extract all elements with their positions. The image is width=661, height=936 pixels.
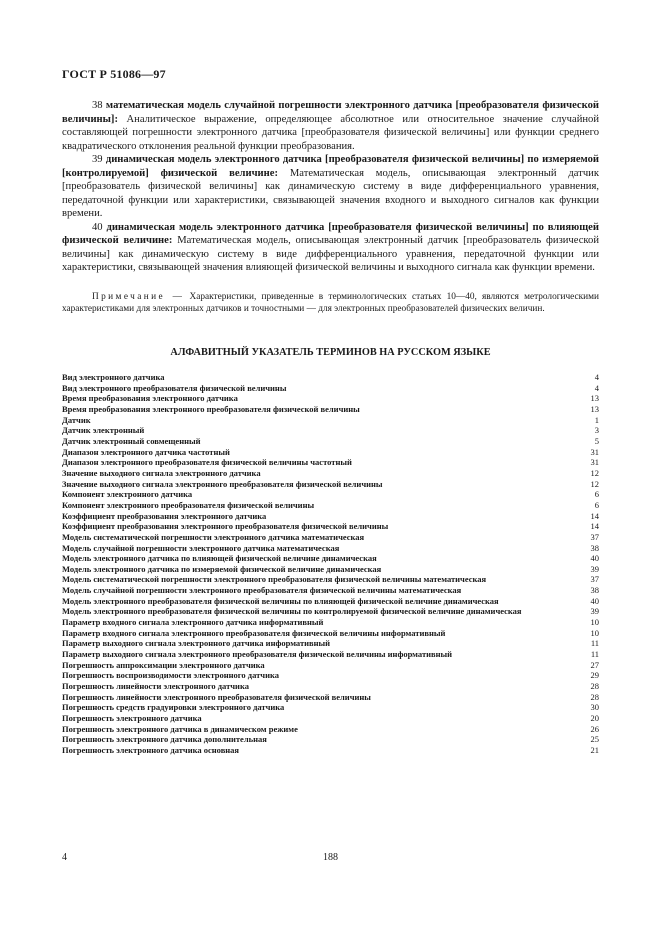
index-entry <box>62 532 599 543</box>
index-entry <box>62 425 599 436</box>
index-term-number: 31 <box>590 446 599 457</box>
index-term-number: 6 <box>594 489 599 500</box>
index-term: Погрешность средств градуировки электронного датчика <box>62 702 285 713</box>
definition-38: 38 математическая модель случайной погрешности электронного датчика [преобразователя физической величины]: Аналитическое выражение, определяющее абсолютное или относительное значение случайной составляющей погрешности электронного датчика [преобразователя физической величины] или функции среднего квадратического отклонения реальной функции преобразования. <box>62 100 600 152</box>
index-entry <box>62 638 599 649</box>
index-term-number: 10 <box>590 627 599 638</box>
index-term-number: 20 <box>590 713 599 723</box>
index-term-number: 26 <box>590 723 599 734</box>
index-entry <box>62 702 599 713</box>
index-entry <box>62 436 599 447</box>
index-term-number: 37 <box>590 574 599 585</box>
index-entry <box>62 457 599 468</box>
definition-term: математическая модель случайной погрешности электронного датчика [преобразователя физической величины]: <box>62 100 599 125</box>
index-entry <box>62 393 599 404</box>
index-entry <box>62 479 599 490</box>
index-entry <box>62 574 599 585</box>
index-term: Вид электронного преобразователя физической величины <box>62 382 287 393</box>
definition-term: динамическая модель электронного датчика [преобразователя физической величины] по влияющей физической величине: <box>62 221 599 246</box>
index-entry <box>62 745 599 756</box>
index-entry <box>62 713 599 724</box>
index-term: Диапазон электронного преобразователя физической величины частотный <box>62 457 352 468</box>
index-term: Погрешность электронного датчика дополнительная <box>62 734 267 745</box>
index-term: Модель систематической погрешности электронного датчика математическая <box>62 531 365 542</box>
index-term: Модель электронного датчика по измеряемой физической величине динамическая <box>62 563 382 574</box>
index-term: Погрешность электронного датчика <box>62 713 202 723</box>
index-term: Погрешность электронного датчика в динамическом режиме <box>62 723 298 734</box>
index-term-number: 25 <box>590 734 599 745</box>
index-term-number: 4 <box>594 382 599 393</box>
index-term-number: 38 <box>590 542 599 553</box>
document-code: ГОСТ Р 51086—97 <box>62 67 166 81</box>
index-term-number: 27 <box>590 659 599 670</box>
index-term-number: 14 <box>590 510 599 521</box>
index-term-number: 21 <box>590 744 599 755</box>
index-term: Значение выходного сигнала электронного преобразователя физической величины <box>62 478 383 489</box>
index-entry <box>62 404 599 415</box>
index-entry <box>62 383 599 394</box>
index-term-number: 12 <box>590 467 599 478</box>
index-term-number: 38 <box>590 585 599 596</box>
index-entry <box>62 734 599 745</box>
index-term-number: 39 <box>590 606 599 617</box>
index-entry <box>62 511 599 522</box>
index-entry <box>62 681 599 692</box>
index-entry <box>62 617 599 628</box>
index-term-number: 37 <box>590 531 599 542</box>
index-term: Модель случайной погрешности электронного датчика математическая <box>62 542 340 553</box>
index-term-number: 4 <box>594 372 599 382</box>
definition-term: динамическая модель электронного датчика [преобразователя физической величины] по измеряемой [контролируемой] физической величине: <box>62 154 599 179</box>
index-entry <box>62 447 599 458</box>
index-entry <box>62 724 599 735</box>
index-term: Время преобразования электронного преобразователя физической величины <box>62 403 360 414</box>
index-term: Параметр входного сигнала электронного датчика информативный <box>62 617 324 628</box>
definition-39: 39 динамическая модель электронного датчика [преобразователя физической величины] по измеряемой [контролируемой] физической величине: Математическая модель, описывающая электронный датчик [преобразователь физической величины] как динамическую систему в виде дифференциального уравнения, передаточной функции или характеристики, связывающей значения входного и выходного сигналов как функции времени. <box>62 154 599 219</box>
index-term-number: 6 <box>594 499 599 510</box>
index-entry <box>62 585 599 596</box>
index-term: Параметр входного сигнала электронного преобразователя физической величины информативный <box>62 627 446 638</box>
index-term: Погрешность воспроизводимости электронного датчика <box>62 670 279 681</box>
index-term-number: 11 <box>590 649 599 660</box>
index-entry <box>62 606 599 617</box>
index-entry <box>62 564 599 575</box>
index-term-number: 3 <box>594 425 599 436</box>
index-entry <box>62 553 599 564</box>
index-term: Погрешность аппроксимации электронного датчика <box>62 659 265 670</box>
index-term-number: 12 <box>590 478 599 489</box>
note-block <box>62 291 599 315</box>
index-entry <box>62 692 599 703</box>
index-entry <box>62 628 599 639</box>
index-term-number: 28 <box>590 691 599 702</box>
index-term-number: 5 <box>594 435 599 446</box>
index-heading: АЛФАВИТНЫЙ УКАЗАТЕЛЬ ТЕРМИНОВ НА РУССКОМ ЯЗЫКЕ <box>170 347 491 358</box>
index-term: Датчик <box>62 414 91 425</box>
index-term: Модель систематической погрешности электронного преобразователя физической величины математическая <box>62 574 487 585</box>
index-term-number: 13 <box>590 393 599 404</box>
note-text: Характеристики, приведенные в терминологических статьях 10—40, являются метрологическими характеристиками для электронных датчиков и точностными — для электронных преобразователей физических величин. <box>62 292 600 314</box>
index-term: Датчик электронный совмещенный <box>62 435 201 446</box>
index-entry <box>62 670 599 681</box>
index-term: Погрешность линейности электронного датчика <box>62 681 249 692</box>
note-lead: Примечание — <box>92 292 185 302</box>
page-number-left: 4 <box>62 852 67 863</box>
index-list <box>62 372 599 756</box>
index-term-number: 40 <box>590 595 599 606</box>
index-term: Время преобразования электронного датчика <box>62 393 238 404</box>
index-term: Коэффициент преобразования электронного преобразователя физической величины <box>62 521 389 532</box>
index-term-number: 14 <box>590 521 599 532</box>
definition-text: Математическая модель, описывающая электронный датчик [преобразователь физической величины] как динамическую систему в виде дифференциального уравнения, передаточной функции или характеристики, связывающей значения входного и выходного сигналов как функции времени. <box>62 167 599 219</box>
index-term: Модель электронного преобразователя физической величины по контролируемой физической величине динамическая <box>62 606 522 617</box>
index-entry <box>62 649 599 660</box>
index-term-number: 10 <box>590 617 599 628</box>
index-term-number: 29 <box>590 670 599 681</box>
index-entry <box>62 415 599 426</box>
index-entry <box>62 468 599 479</box>
index-entry <box>62 660 599 671</box>
index-term: Погрешность электронного датчика основная <box>62 744 240 755</box>
index-entry <box>62 372 599 383</box>
index-term: Вид электронного датчика <box>62 372 165 382</box>
index-term: Компонент электронного датчика <box>62 489 193 500</box>
index-term: Коэффициент преобразования электронного датчика <box>62 510 267 521</box>
index-term-number: 1 <box>594 414 599 425</box>
index-term: Модель случайной погрешности электронного преобразователя физической величины математическая <box>62 585 462 596</box>
index-entry <box>62 543 599 554</box>
index-term-number: 13 <box>590 403 599 414</box>
definitions-block <box>62 99 599 275</box>
index-term-number: 11 <box>590 638 599 649</box>
index-entry <box>62 596 599 607</box>
index-term: Модель электронного преобразователя физической величины по влияющей физической величине динамическая <box>62 595 499 606</box>
page-number-center: 188 <box>323 852 338 863</box>
index-entry <box>62 489 599 500</box>
index-term: Компонент электронного преобразователя физической величины <box>62 499 315 510</box>
index-term-number: 40 <box>590 553 599 564</box>
index-entry <box>62 500 599 511</box>
definition-text: Аналитическое выражение, определяющее абсолютное или относительное значение случайной составляющей погрешности электронного датчика [преобразователя физической величины] или функции среднего квадратического отклонения реальной функции преобразования. <box>62 113 600 152</box>
definition-text: Математическая модель, описывающая электронный датчик [преобразователь физической величины] как динамическую систему в виде дифференциального уравнения, передаточной функции или характеристики, связывающей значения влияющей физической величины и выходного сигнала как функции времени. <box>62 235 599 273</box>
index-term-number: 31 <box>590 457 599 468</box>
index-term-number: 30 <box>590 702 599 713</box>
index-term: Значение выходного сигнала электронного датчика <box>62 467 261 478</box>
index-term: Диапазон электронного датчика частотный <box>62 446 230 457</box>
index-entry <box>62 521 599 532</box>
index-term: Датчик электронный <box>62 425 145 436</box>
index-term: Модель электронного датчика по влияющей физической величине динамическая <box>62 553 377 564</box>
index-term: Погрешность линейности электронного преобразователя физической величины <box>62 691 371 702</box>
index-term: Параметр выходного сигнала электронного преобразователя физической величины информативный <box>62 649 453 660</box>
index-term: Параметр выходного сигнала электронного датчика информативный <box>62 638 331 649</box>
index-term-number: 28 <box>590 681 599 692</box>
definition-40: 40 динамическая модель электронного датчика [преобразователя физической величины] по влияющей физической величине: Математическая модель, описывающая электронный датчик [преобразователь физической величины] как динамическую систему в виде дифференциального уравнения, передаточной функции или характеристики, связывающей значения влияющей физической величины и выходного сигнала как функции времени. <box>62 221 599 273</box>
index-term-number: 39 <box>590 563 599 574</box>
